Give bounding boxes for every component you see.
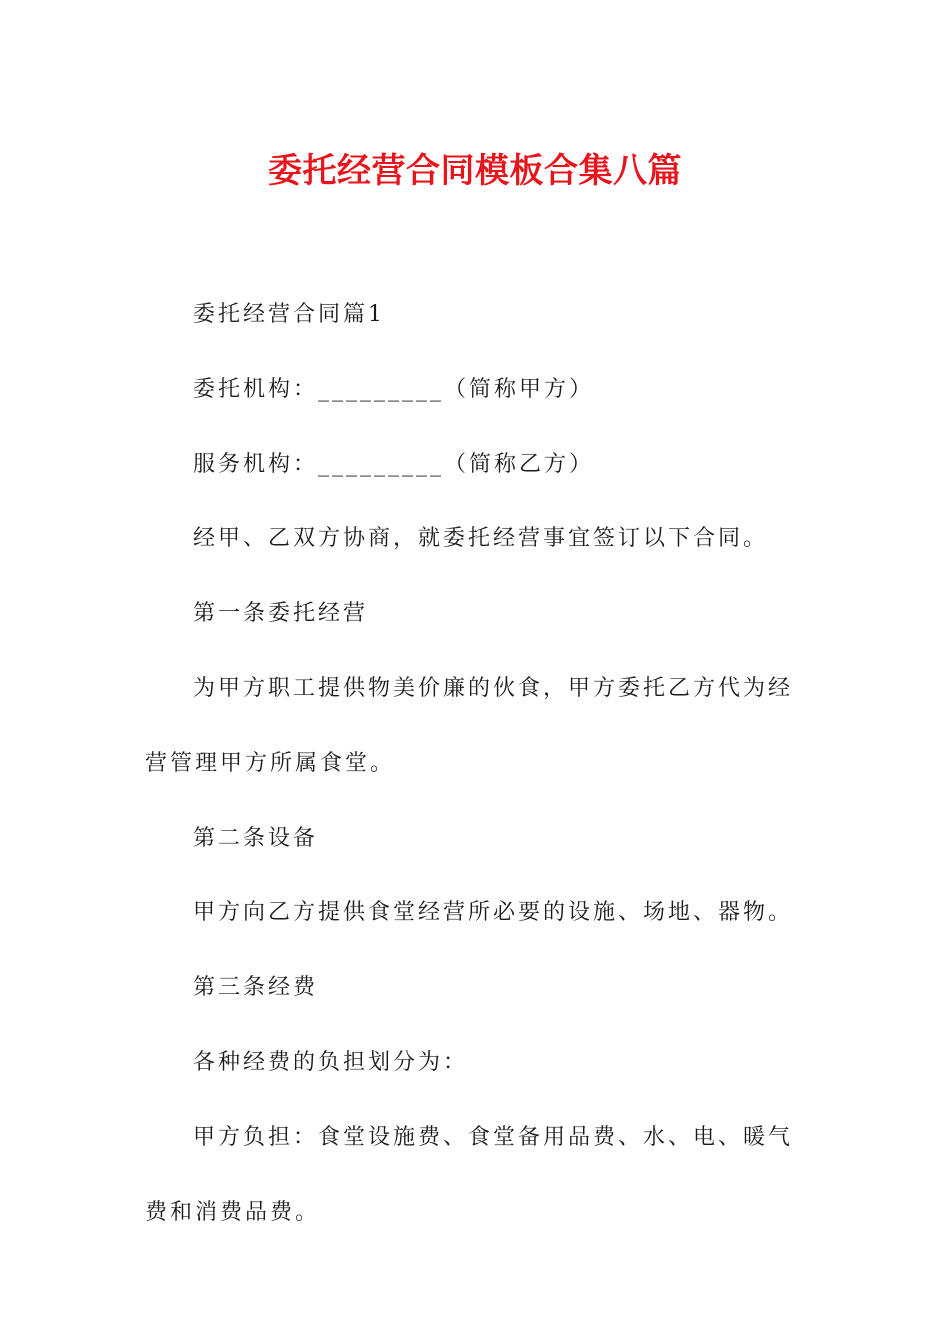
- document-body: [145, 278, 805, 1250]
- article-heading: 第三条经费: [193, 975, 319, 1001]
- article-paragraph: 为甲方职工提供物美价廉的伙食，甲方委托乙方代为经营管理甲方所属食堂。: [145, 675, 794, 776]
- party-a-line: 委托机构：_________（简称甲方）: [193, 376, 595, 402]
- party-b-line: 服务机构：_________（简称乙方）: [193, 451, 595, 477]
- article-heading: 第一条委托经营: [193, 601, 369, 627]
- preamble-paragraph: 经甲、乙双方协商，就委托经营事宜签订以下合同。: [193, 526, 769, 552]
- article-paragraph: 甲方向乙方提供食堂经营所必要的设施、场地、器物。: [193, 900, 794, 926]
- article-heading: 第二条设备: [193, 825, 319, 851]
- article-paragraph: 甲方负担：食堂设施费、食堂备用品费、水、电、暖气费和消费品费。: [145, 1124, 794, 1225]
- document-title: 委托经营合同模板合集八篇: [268, 151, 682, 191]
- article-paragraph: 各种经费的负担划分为：: [193, 1049, 469, 1075]
- section-heading: 委托经营合同篇1: [193, 302, 385, 327]
